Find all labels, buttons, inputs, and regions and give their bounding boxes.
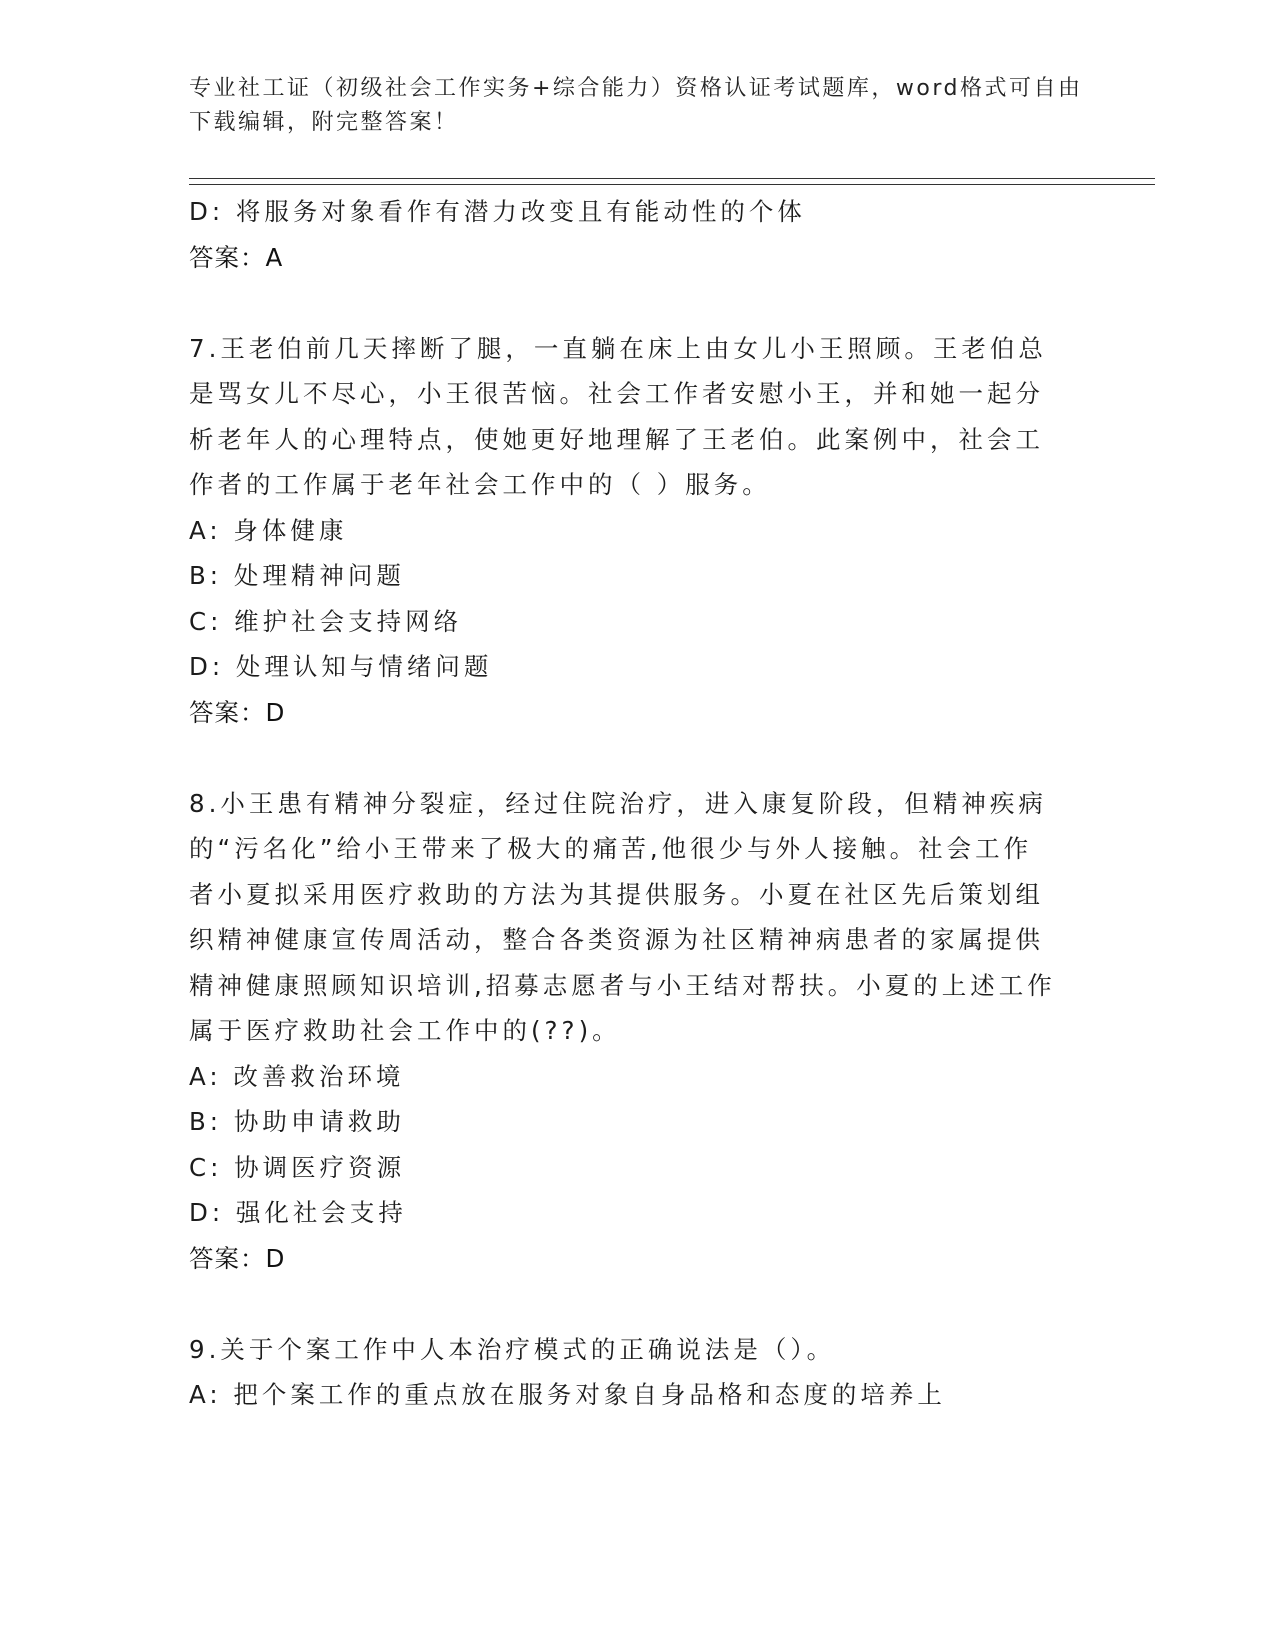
header-divider xyxy=(189,178,1155,185)
option-b: B: 处理精神问题 xyxy=(189,561,405,590)
question-stem-line: 精神健康照顾知识培训,招募志愿者与小王结对帮扶。小夏的上述工作 xyxy=(189,970,1056,1000)
question-stem-line: 析老年人的心理特点，使她更好地理解了王老伯。此案例中，社会工 xyxy=(189,424,1044,454)
question-9 xyxy=(189,1327,1089,1418)
spacer xyxy=(189,735,1089,781)
option-c: C: 协调医疗资源 xyxy=(189,1152,406,1182)
option-d: D: 强化社会支持 xyxy=(189,1198,407,1227)
spacer xyxy=(189,280,1089,326)
previous-question-tail xyxy=(189,189,1089,280)
question-8 xyxy=(189,781,1089,1282)
question-stem-line: 7.王老伯前几天摔断了腿，一直躺在床上由女儿小王照顾。王老伯总 xyxy=(189,333,1047,363)
spacer xyxy=(189,1281,1089,1327)
question-stem-line: 属于医疗救助社会工作中的(??)。 xyxy=(189,1016,621,1045)
header-line-1: 专业社工证（初级社会工作实务+综合能力）资格认证考试题库，word格式可自由 xyxy=(189,76,1083,101)
option-a: A: 把个案工作的重点放在服务对象自身品格和态度的培养上 xyxy=(189,1380,946,1409)
question-7 xyxy=(189,326,1089,736)
question-stem-line: 8.小王患有精神分裂症，经过住院治疗，进入康复阶段，但精神疾病 xyxy=(189,788,1047,818)
answer-line: 答案：D xyxy=(189,1243,286,1273)
question-stem-line: 的“污名化”给小王带来了极大的痛苦,他很少与外人接触。社会工作 xyxy=(189,834,1033,863)
question-stem-line: 织精神健康宣传周活动，整合各类资源为社区精神病患者的家属提供 xyxy=(189,925,1044,954)
option-d: D: 将服务对象看作有潜力改变且有能动性的个体 xyxy=(189,197,806,226)
option-c: C: 维护社会支持网络 xyxy=(189,606,463,636)
answer-line: 答案：A xyxy=(189,242,284,272)
option-a: A: 身体健康 xyxy=(189,515,348,545)
answer-line: 答案：D xyxy=(189,697,286,727)
option-a: A: 改善救治环境 xyxy=(189,1061,405,1091)
question-stem-line: 作者的工作属于老年社会工作中的（ ）服务。 xyxy=(189,470,771,499)
option-b: B: 协助申请救助 xyxy=(189,1107,405,1136)
option-d: D: 处理认知与情绪问题 xyxy=(189,652,493,681)
page-header xyxy=(189,72,1089,140)
header-line-2: 下载编辑，附完整答案！ xyxy=(189,110,459,135)
question-stem-line: 是骂女儿不尽心，小王很苦恼。社会工作者安慰小王，并和她一起分 xyxy=(189,379,1044,408)
document-body xyxy=(189,189,1089,1418)
question-stem-line: 9.关于个案工作中人本治疗模式的正确说法是（）。 xyxy=(189,1334,836,1364)
question-stem-line: 者小夏拟采用医疗救助的方法为其提供服务。小夏在社区先后策划组 xyxy=(189,879,1044,909)
